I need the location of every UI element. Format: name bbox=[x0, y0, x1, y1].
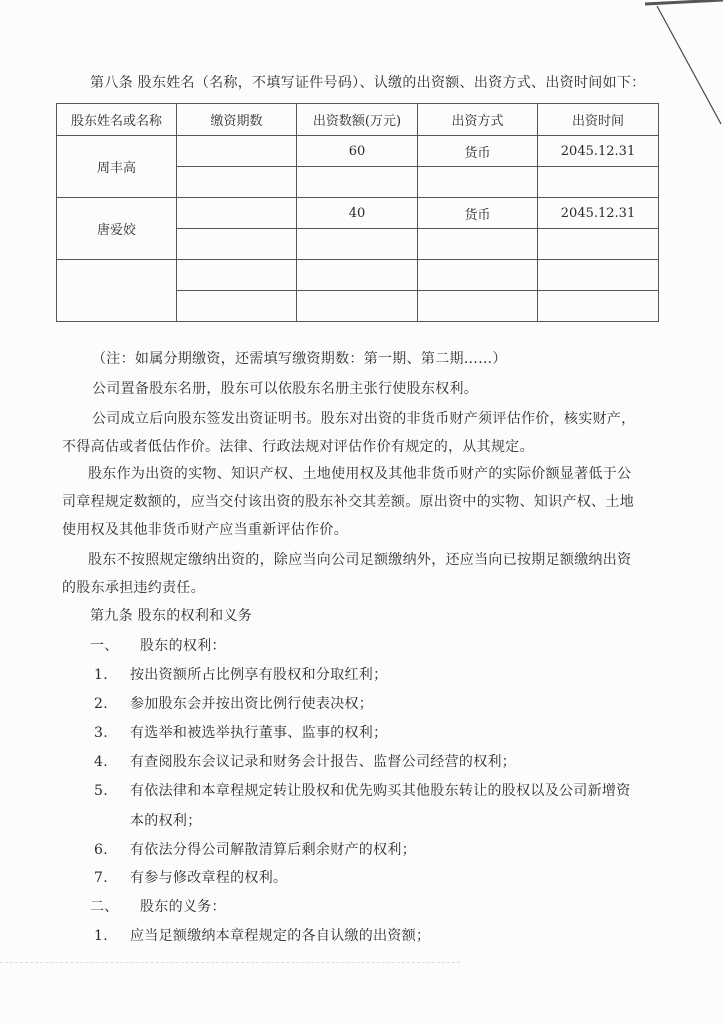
amount-cell: 40 bbox=[297, 198, 418, 229]
list-item-number: 1. bbox=[94, 667, 108, 683]
method-cell: 货币 bbox=[418, 198, 538, 229]
list-item: 应当足额缴纳本章程规定的各自认缴的出资额； bbox=[130, 928, 431, 944]
period-cell bbox=[177, 167, 297, 198]
paragraph-continuation: 使用权及其他非货币财产应当重新评估作价。 bbox=[62, 522, 348, 538]
time-cell: 2045.12.31 bbox=[538, 136, 659, 167]
time-cell bbox=[538, 229, 659, 260]
paragraph-continuation: 司章程规定数额的，应当交付该出资的股东补交其差额。原出资中的实物、知识产权、土地 bbox=[62, 494, 634, 510]
paragraph-continuation: 不得高估或者低估作价。法律、行政法规对评估作价有规定的，从其规定。 bbox=[62, 439, 534, 455]
period-cell bbox=[177, 229, 297, 260]
list-item-number: 7. bbox=[94, 870, 108, 886]
list-item: 有参与修改章程的权利。 bbox=[130, 870, 288, 886]
scan-artifact-rule bbox=[0, 962, 460, 963]
list-item-number: 3. bbox=[94, 725, 108, 741]
amount-cell: 60 bbox=[297, 136, 418, 167]
table-row bbox=[57, 136, 659, 167]
list-item-continuation: 本的权利； bbox=[130, 813, 202, 829]
list-item: 有选举和被选举执行董事、监事的权利； bbox=[130, 725, 388, 741]
list-item-number: 4. bbox=[94, 754, 108, 770]
shareholder-name-cell: 唐爱姣 bbox=[57, 198, 177, 260]
time-cell bbox=[538, 167, 659, 198]
header-shareholder-name: 股东姓名或名称 bbox=[57, 104, 177, 136]
list-item-number: 5. bbox=[94, 783, 108, 799]
list-item: 按出资额所占比例享有股权和分取红利； bbox=[130, 667, 388, 683]
duties-heading-number: 二、 bbox=[90, 899, 119, 915]
rights-heading: 股东的权利： bbox=[140, 638, 226, 654]
method-cell bbox=[418, 167, 538, 198]
time-cell bbox=[538, 260, 659, 291]
amount-cell bbox=[297, 291, 418, 322]
paragraph: 股东作为出资的实物、知识产权、土地使用权及其他非货币财产的实际价额显著低于公 bbox=[88, 466, 632, 482]
list-item-number: 1. bbox=[94, 928, 108, 944]
period-cell bbox=[177, 260, 297, 291]
rights-heading-number: 一、 bbox=[90, 638, 119, 654]
shareholder-name-cell bbox=[57, 260, 177, 322]
header-amount: 出资数额(万元) bbox=[297, 104, 418, 136]
duties-heading: 股东的义务： bbox=[140, 899, 226, 915]
list-item: 有查阅股东会议记录和财务会计报告、监督公司经营的权利； bbox=[130, 754, 517, 770]
time-cell bbox=[538, 291, 659, 322]
paragraph: 公司成立后向股东签发出资证明书。股东对出资的非货币财产须评估作价，核实财产， bbox=[92, 411, 636, 427]
method-cell bbox=[418, 291, 538, 322]
paragraph: 公司置备股东名册，股东可以依股东名册主张行使股东权利。 bbox=[92, 381, 479, 397]
amount-cell bbox=[297, 260, 418, 291]
list-item: 参加股东会并按出资比例行使表决权； bbox=[130, 696, 374, 712]
method-cell bbox=[418, 229, 538, 260]
period-cell bbox=[177, 198, 297, 229]
header-payment-period: 缴资期数 bbox=[177, 104, 297, 136]
method-cell: 货币 bbox=[418, 136, 538, 167]
article-8-heading: 第八条 股东姓名（名称，不填写证件号码）、认缴的出资额、出资方式、出资时间如下： bbox=[90, 75, 646, 91]
amount-cell bbox=[297, 229, 418, 260]
list-item: 有依法律和本章程规定转让股权和优先购买其他股东转让的股权以及公司新增资 bbox=[130, 783, 631, 799]
shareholder-table bbox=[56, 103, 659, 322]
table-row bbox=[57, 260, 659, 291]
shareholder-name-cell: 周丰高 bbox=[57, 136, 177, 198]
list-item: 有依法分得公司解散清算后剩余财产的权利； bbox=[130, 842, 416, 858]
installment-note: （注：如属分期缴资，还需填写缴资期数：第一期、第二期……） bbox=[92, 351, 507, 367]
period-cell bbox=[177, 291, 297, 322]
header-method: 出资方式 bbox=[418, 104, 538, 136]
period-cell bbox=[177, 136, 297, 167]
header-time: 出资时间 bbox=[538, 104, 659, 136]
method-cell bbox=[418, 260, 538, 291]
time-cell: 2045.12.31 bbox=[538, 198, 659, 229]
article-9-heading: 第九条 股东的权利和义务 bbox=[90, 608, 253, 624]
paragraph-continuation: 的股东承担违约责任。 bbox=[62, 580, 205, 596]
list-item-number: 6. bbox=[94, 842, 108, 858]
list-item-number: 2. bbox=[94, 696, 108, 712]
amount-cell bbox=[297, 167, 418, 198]
table-header-row bbox=[57, 104, 659, 136]
paragraph: 股东不按照规定缴纳出资的，除应当向公司足额缴纳外，还应当向已按期足额缴纳出资 bbox=[88, 552, 632, 568]
table-row bbox=[57, 198, 659, 229]
